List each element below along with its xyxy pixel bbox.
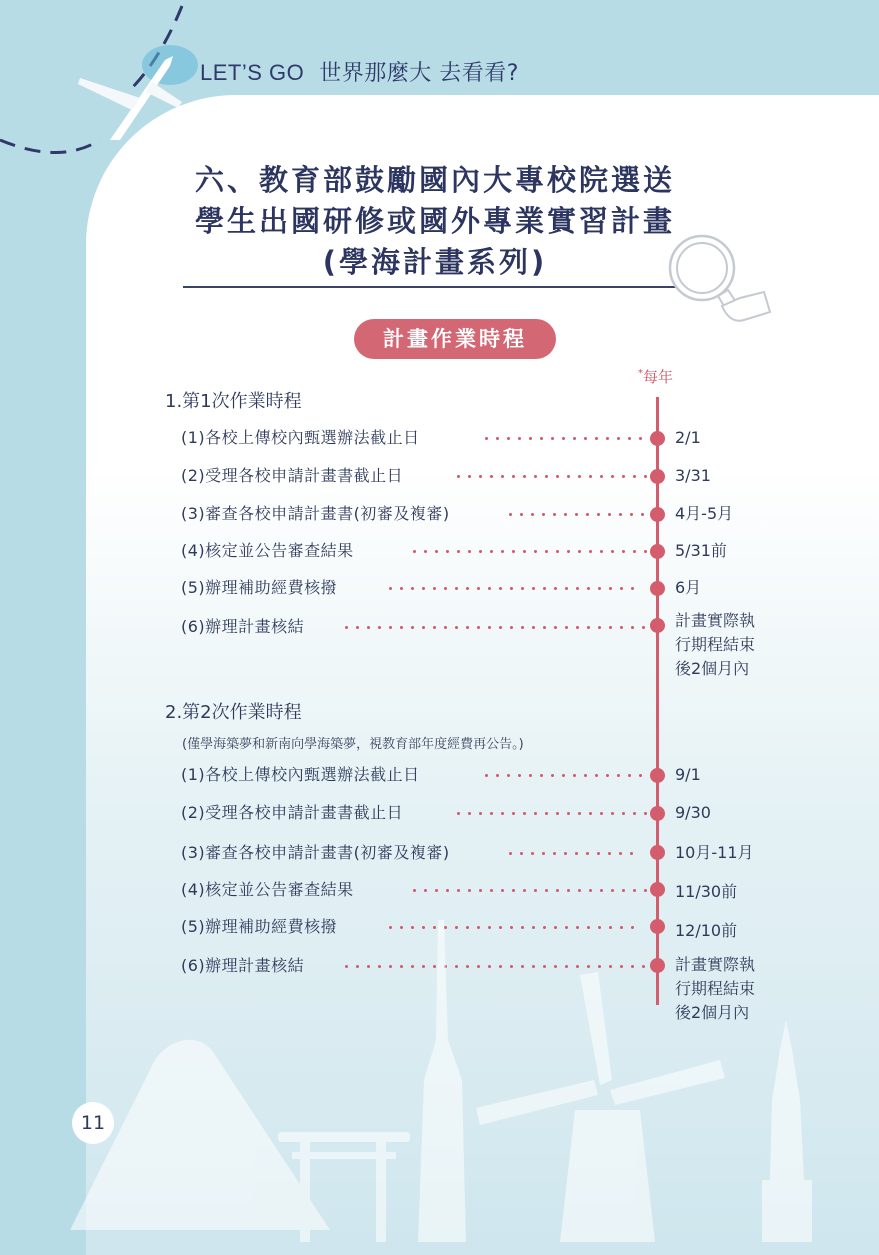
date-line: 行期程結束 bbox=[675, 635, 756, 654]
timeline-marker bbox=[650, 845, 665, 860]
date-line: 計畫實際執 bbox=[675, 955, 756, 974]
row-label: (3)審查各校申請計畫書(初審及複審) bbox=[181, 504, 450, 523]
row-date-multiline bbox=[675, 609, 755, 681]
annual-label: *每年 bbox=[638, 368, 674, 386]
row-date: 5/31前 bbox=[675, 541, 727, 560]
date-line: 計畫實際執 bbox=[675, 611, 756, 630]
timeline-marker bbox=[650, 431, 665, 446]
header-tagline bbox=[200, 56, 519, 87]
row-label: (4)核定並公告審查結果 bbox=[181, 880, 354, 899]
torii-leg-right bbox=[376, 1142, 386, 1242]
landmarks-illustration bbox=[0, 880, 879, 1242]
row-label: (2)受理各校申請計畫書截止日 bbox=[181, 466, 404, 485]
date-line: 後2個月內 bbox=[675, 659, 750, 678]
row-label: (2)受理各校申請計畫書截止日 bbox=[181, 803, 404, 822]
row-label: (6)辦理計畫核結 bbox=[181, 617, 305, 636]
row-date: 9/1 bbox=[675, 765, 701, 784]
windmill-blade bbox=[580, 972, 612, 1085]
row-label: (4)核定並公告審查結果 bbox=[181, 541, 354, 560]
row-label: (3)審查各校申請計畫書(初審及複審) bbox=[181, 843, 450, 862]
leader-dots bbox=[453, 812, 649, 815]
title-line-2: 學生出國研修或國外專業實習計畫 bbox=[194, 204, 675, 238]
section1-title: 1.第1次作業時程 bbox=[165, 391, 302, 412]
row-date: 9/30 bbox=[675, 803, 711, 822]
tower-shape bbox=[418, 920, 466, 1242]
row-label: (6)辦理計畫核結 bbox=[181, 956, 305, 975]
row-date: 2/1 bbox=[675, 428, 701, 447]
windmill-blade bbox=[610, 1060, 725, 1105]
row-label: (5)辦理補助經費核撥 bbox=[181, 917, 338, 936]
header-chinese: 世界那麼大 去看看? bbox=[319, 61, 519, 86]
row-date: 6月 bbox=[675, 578, 702, 597]
row-date: 11/30前 bbox=[675, 882, 738, 901]
row-date: 4月-5月 bbox=[675, 504, 734, 523]
section2-title: 2.第2次作業時程 bbox=[165, 702, 302, 723]
title-line-1: 六、教育部鼓勵國內大專校院選送 bbox=[194, 163, 675, 197]
timeline-marker bbox=[650, 581, 665, 596]
leader-dots bbox=[385, 587, 641, 590]
timeline-marker bbox=[650, 469, 665, 484]
title-line-3: (學海計畫系列) bbox=[322, 245, 548, 279]
leader-dots bbox=[505, 513, 645, 516]
row-label: (5)辦理補助經費核撥 bbox=[181, 578, 338, 597]
leader-dots bbox=[505, 852, 641, 855]
magnifier-icon bbox=[660, 228, 780, 338]
timeline-marker bbox=[650, 806, 665, 821]
row-date: 12/10前 bbox=[675, 921, 738, 940]
airplane-icon bbox=[70, 40, 200, 150]
schedule-badge: 計畫作業時程 bbox=[354, 319, 556, 359]
row-date: 10月-11月 bbox=[675, 843, 754, 862]
page-title bbox=[180, 160, 690, 283]
timeline-marker bbox=[650, 507, 665, 522]
timeline-marker bbox=[650, 544, 665, 559]
row-label: (1)各校上傳校內甄選辦法截止日 bbox=[181, 765, 420, 784]
leader-dots bbox=[341, 626, 649, 629]
leader-dots bbox=[481, 774, 649, 777]
windmill-body bbox=[560, 1110, 655, 1242]
leader-dots bbox=[481, 437, 649, 440]
annual-text: 每年 bbox=[643, 368, 674, 386]
leader-dots bbox=[409, 550, 649, 553]
section2-note: (僅學海築夢和新南向學海築夢，視教育部年度經費再公告。) bbox=[182, 737, 524, 752]
torii-leg-left bbox=[300, 1142, 310, 1242]
leader-dots bbox=[453, 475, 649, 478]
row-label: (1)各校上傳校內甄選辦法截止日 bbox=[181, 428, 420, 447]
row-date: 3/31 bbox=[675, 466, 711, 485]
date-line: 後2個月內 bbox=[675, 1003, 750, 1022]
timeline-marker bbox=[650, 768, 665, 783]
page-number: 11 bbox=[72, 1102, 114, 1144]
torii-top bbox=[278, 1132, 410, 1142]
title-divider bbox=[183, 286, 693, 288]
date-line: 行期程結束 bbox=[675, 979, 756, 998]
statue-shape bbox=[762, 1020, 812, 1242]
timeline-marker bbox=[650, 618, 665, 633]
header-latin: LET’S GO bbox=[200, 60, 305, 85]
